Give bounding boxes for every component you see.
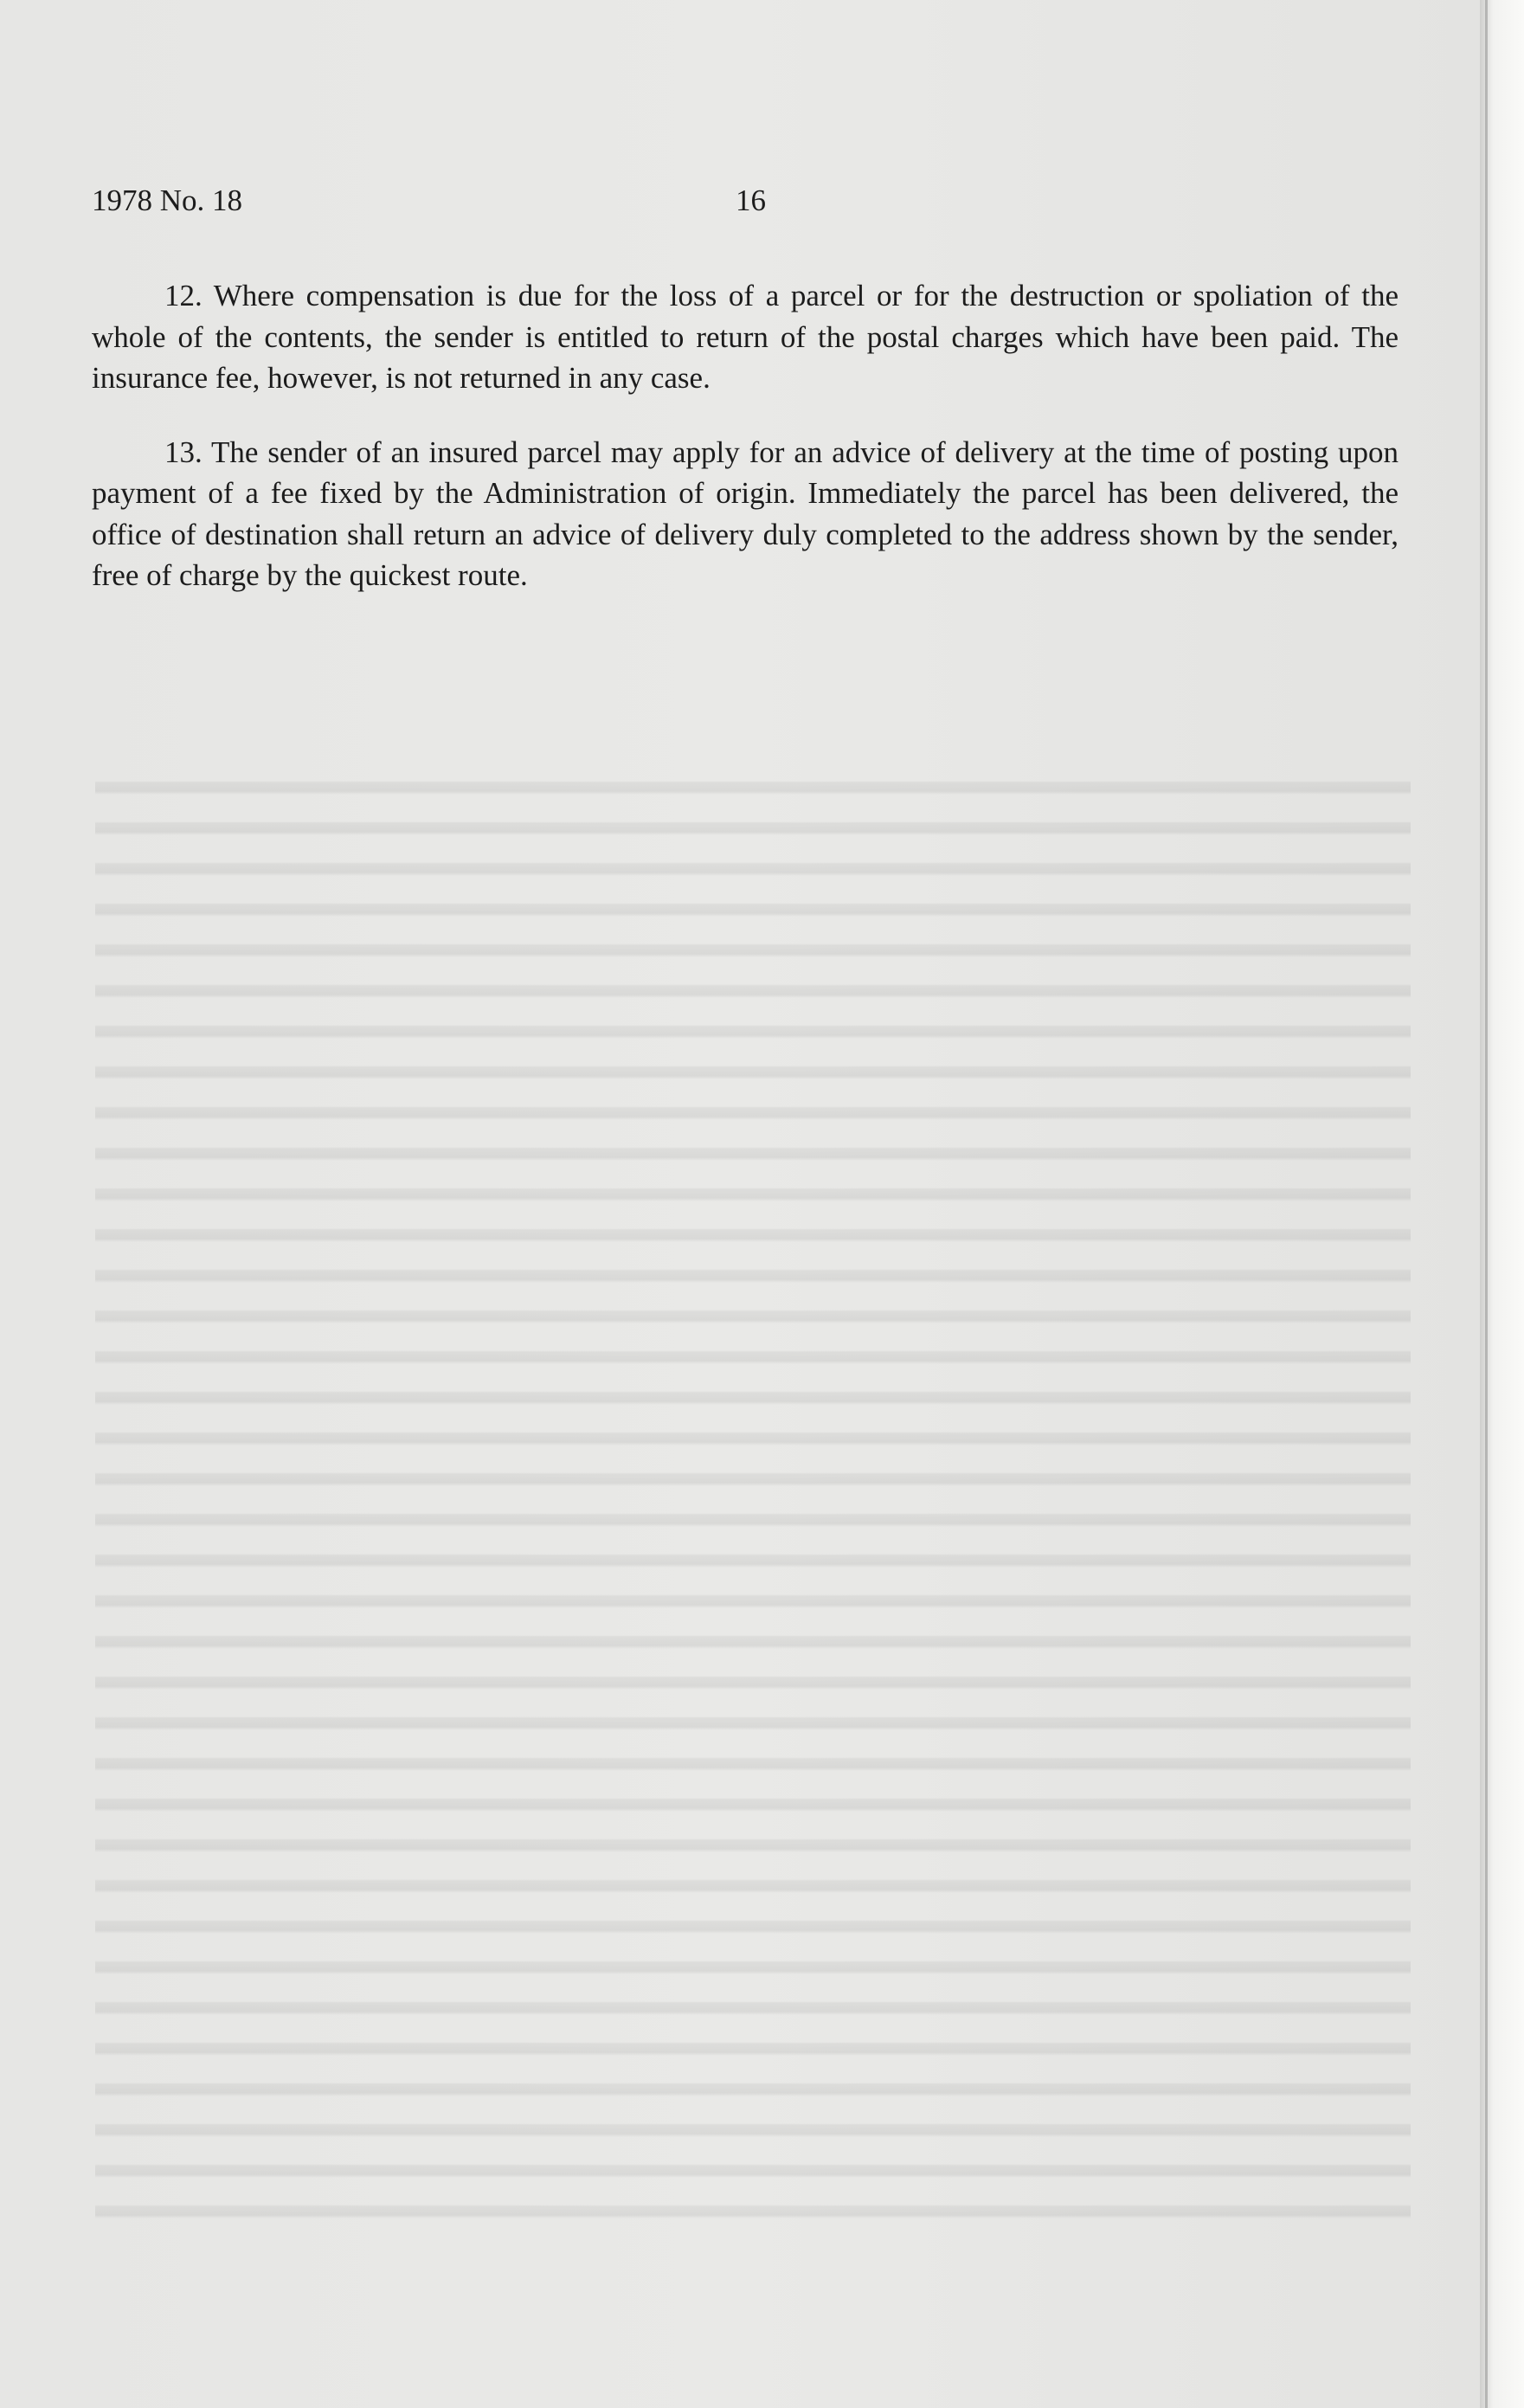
page-header (92, 183, 1399, 227)
reverse-side-show-through (95, 762, 1411, 2233)
statute-reference: 1978 No. 18 (92, 183, 243, 217)
binding-edge-line (1485, 0, 1488, 2408)
page-number: 16 (736, 183, 766, 217)
document-body (92, 275, 1399, 629)
paragraph-13: 13. The sender of an insured parcel may apply for an advice of delivery at the time of posting upon payment of a fee fixed by the Administration of origin. Immediately the parcel has been delivered, the office of destination shall return an advice of delivery duly completed to the address shown by the sender, free of charge by the quickest route. (92, 435, 1399, 592)
paragraph-12: 12. Where compensation is due for the loss of a parcel or for the destruction or spoliation of the whole of the contents, the sender is entitled to return of the postal charges which have been paid. The insurance fee, however, is not returned in any case. (92, 279, 1399, 395)
